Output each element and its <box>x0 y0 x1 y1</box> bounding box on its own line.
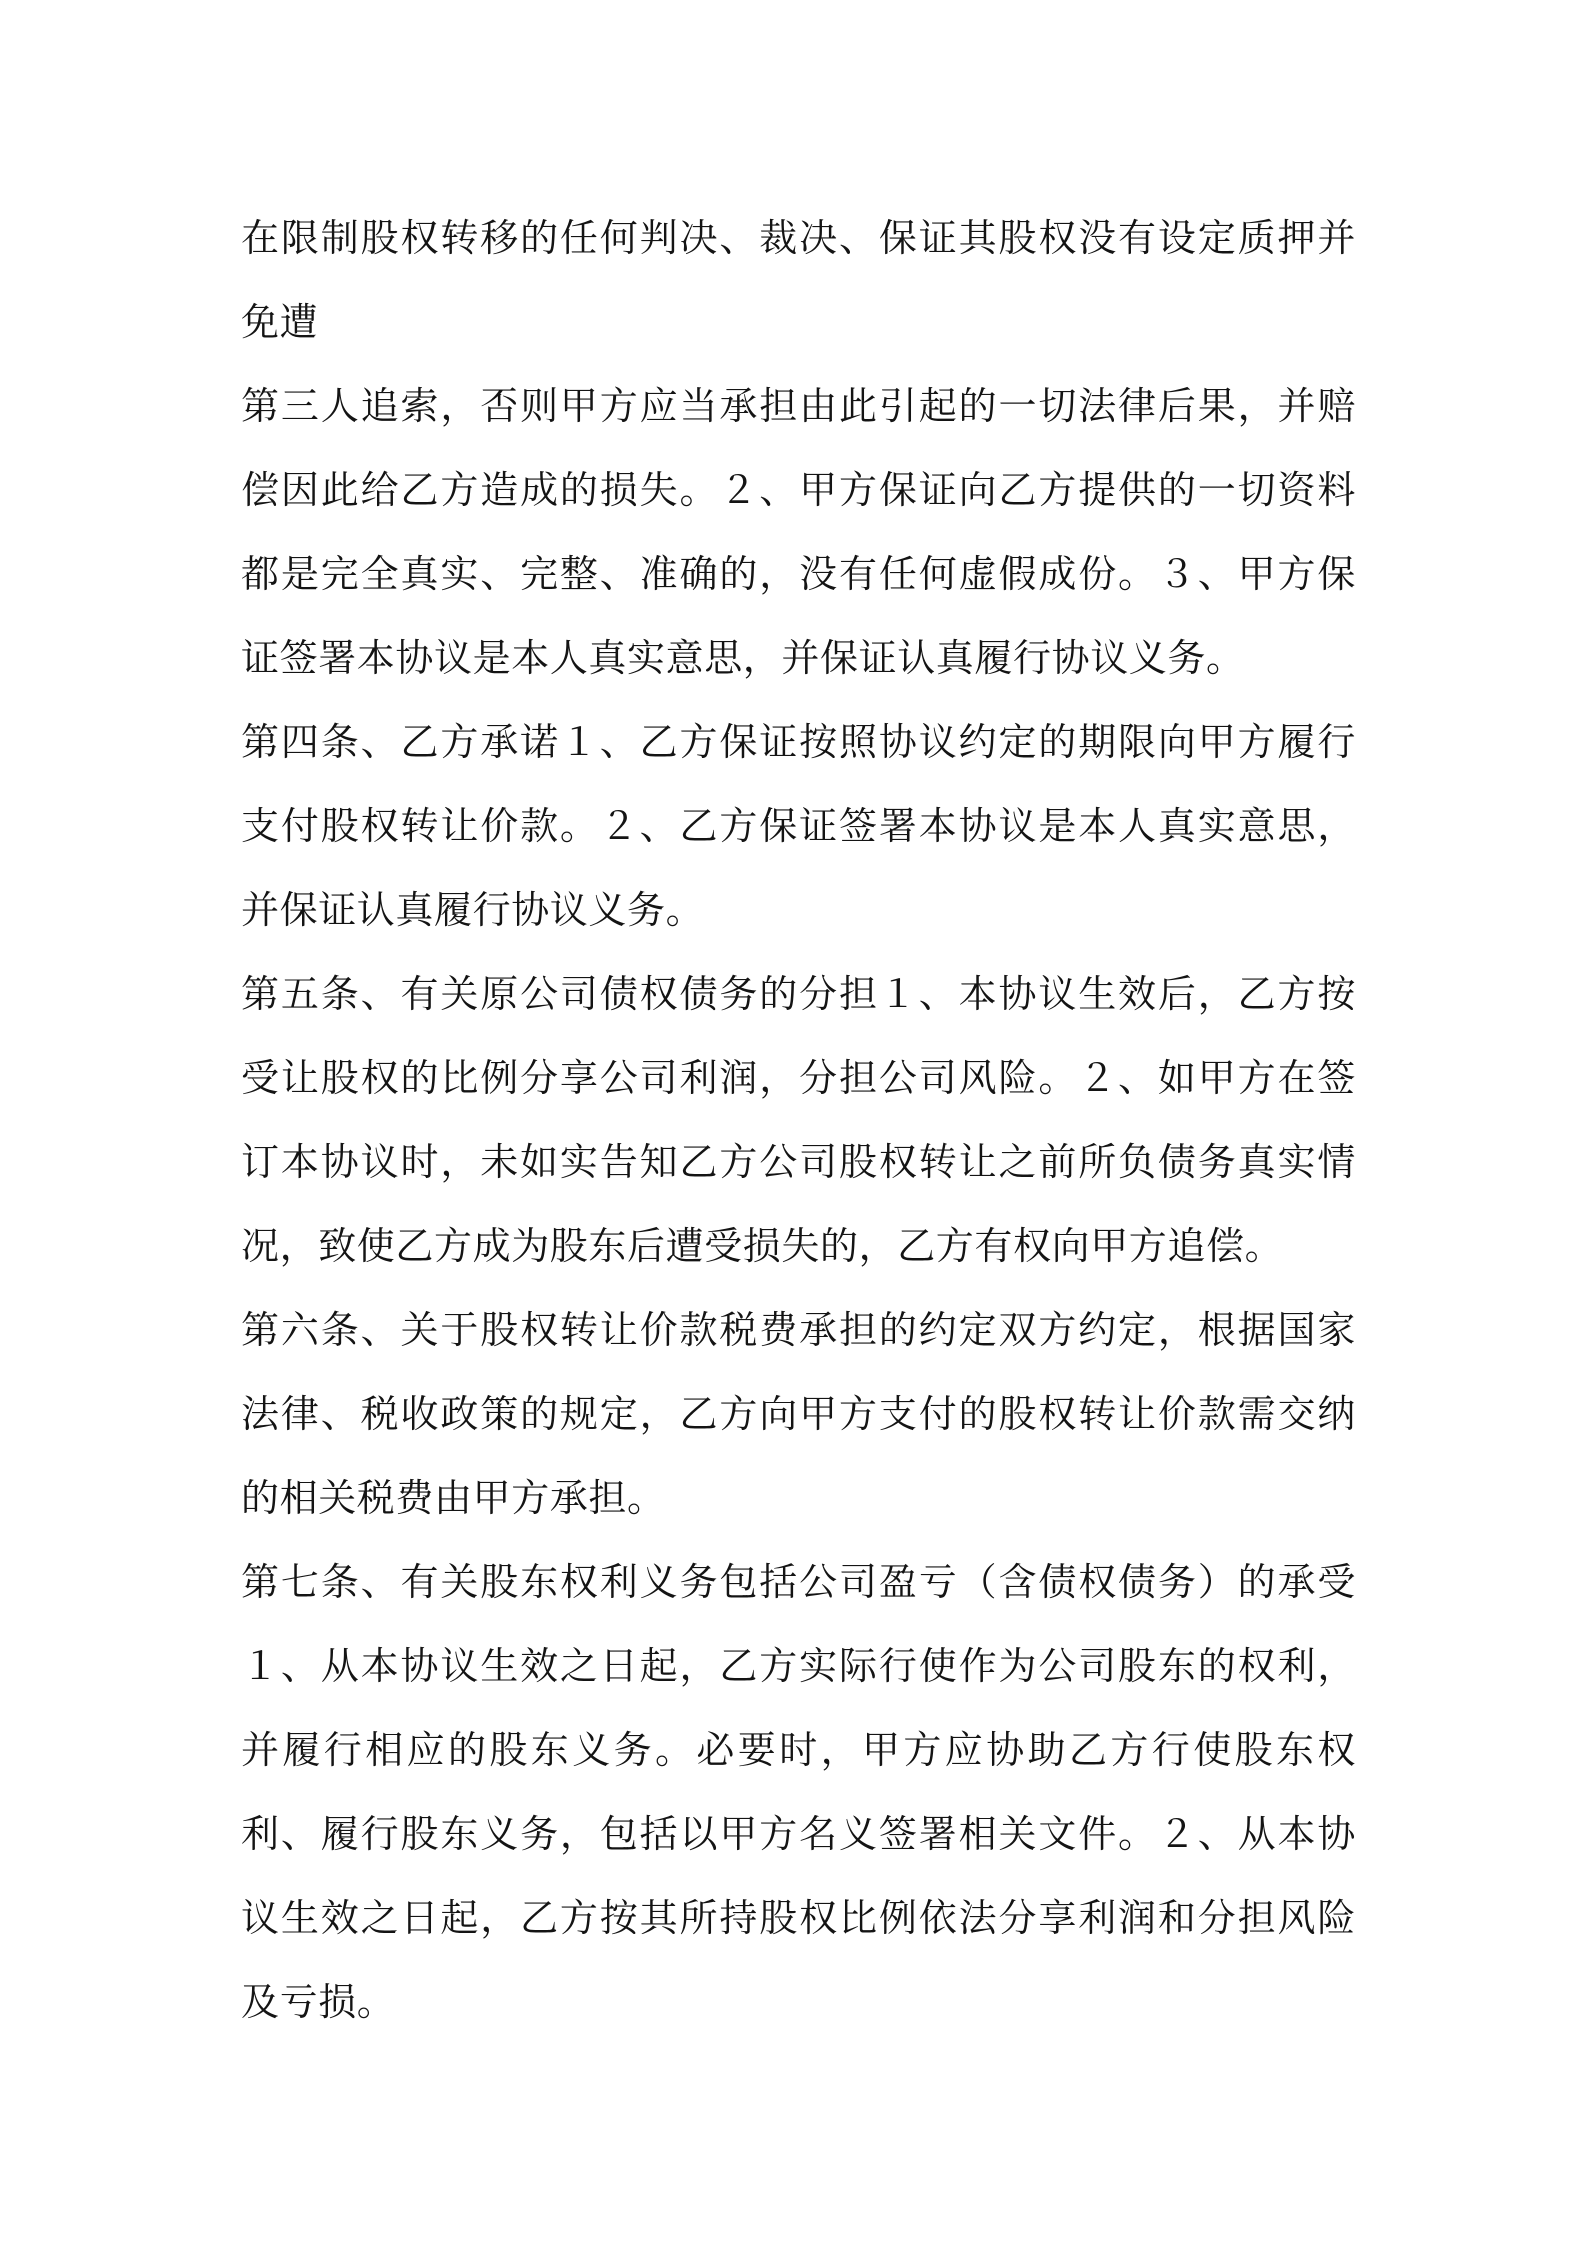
paragraph-article-5: 第五条、有关原公司债权债务的分担１、本协议生效后，乙方按受让股权的比例分享公司利润，分担公司风险。２、如甲方在签订本协议时，未如实告知乙方公司股权转让之前所负债务真实情况，致使乙方成为股东后遭受损失的，乙方有权向甲方追偿。 <box>241 972 1356 1268</box>
paragraph-article-6: 第六条、关于股权转让价款税费承担的约定双方约定，根据国家法律、税收政策的规定，乙方向甲方支付的股权转让价款需交纳的相关税费由甲方承担。 <box>241 1308 1356 1520</box>
paragraph-article-4: 第四条、乙方承诺１、乙方保证按照协议约定的期限向甲方履行支付股权转让价款。２、乙方保证签署本协议是本人真实意思，并保证认真履行协议义务。 <box>241 720 1356 932</box>
paragraph-third-party-claims: 第三人追索，否则甲方应当承担由此引起的一切法律后果，并赔偿因此给乙方造成的损失。２、甲方保证向乙方提供的一切资料都是完全真实、完整、准确的，没有任何虚假成份。３、甲方保证签署本协议是本人真实意思，并保证认真履行协议义务。 <box>241 384 1356 680</box>
paragraph-guarantee-end: 在限制股权转移的任何判决、裁决、保证其股权没有设定质押并免遭 <box>241 216 1356 344</box>
document-body <box>241 196 1356 2044</box>
paragraph-article-7: 第七条、有关股东权利义务包括公司盈亏（含债权债务）的承受１、从本协议生效之日起，乙方实际行使作为公司股东的权利，并履行相应的股东义务。必要时，甲方应协助乙方行使股东权利、履行股东义务，包括以甲方名义签署相关文件。２、从本协议生效之日起，乙方按其所持股权比例依法分享利润和分担风险及亏损。 <box>241 1560 1356 2024</box>
